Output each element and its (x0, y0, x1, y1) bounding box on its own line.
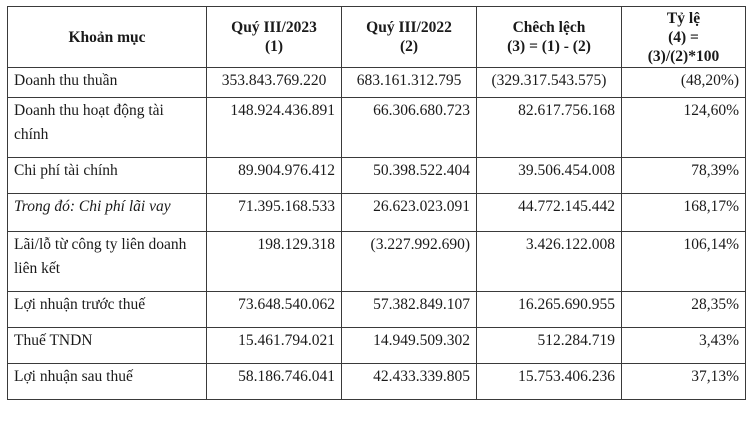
cell-q3-2023: 198.129.318 (207, 232, 342, 292)
table-row (8, 328, 746, 364)
cell-ratio: 28,35% (622, 292, 746, 328)
row-label: Thuế TNDN (8, 328, 207, 364)
header-khoan-muc: Khoản mục (8, 7, 207, 68)
cell-ratio: 168,17% (622, 194, 746, 232)
header-q3-2023: Quý III/2023 (1) (207, 7, 342, 68)
cell-difference: 16.265.690.955 (477, 292, 622, 328)
row-label: Chi phí tài chính (8, 158, 207, 194)
cell-q3-2023: 15.461.794.021 (207, 328, 342, 364)
table-row (8, 68, 746, 98)
financial-table-container (7, 6, 746, 400)
cell-ratio: 3,43% (622, 328, 746, 364)
financial-comparison-table (7, 6, 746, 400)
cell-q3-2022: 26.623.023.091 (342, 194, 477, 232)
row-label: Trong đó: Chi phí lãi vay (8, 194, 207, 232)
cell-q3-2022: 57.382.849.107 (342, 292, 477, 328)
cell-q3-2022: 50.398.522.404 (342, 158, 477, 194)
table-row (8, 158, 746, 194)
cell-difference: 82.617.756.168 (477, 98, 622, 158)
cell-q3-2023: 148.924.436.891 (207, 98, 342, 158)
cell-ratio: (48,20%) (622, 68, 746, 98)
cell-ratio: 124,60% (622, 98, 746, 158)
cell-q3-2022: (3.227.992.690) (342, 232, 477, 292)
row-label: Doanh thu thuần (8, 68, 207, 98)
row-label: Doanh thu hoạt động tài chính (8, 98, 207, 158)
row-label: Lãi/lỗ từ công ty liên doanh liên kết (8, 232, 207, 292)
cell-q3-2023: 71.395.168.533 (207, 194, 342, 232)
table-row (8, 292, 746, 328)
cell-difference: 44.772.145.442 (477, 194, 622, 232)
cell-difference: 512.284.719 (477, 328, 622, 364)
cell-q3-2023: 58.186.746.041 (207, 364, 342, 400)
cell-q3-2022: 683.161.312.795 (342, 68, 477, 98)
cell-q3-2022: 42.433.339.805 (342, 364, 477, 400)
cell-q3-2022: 14.949.509.302 (342, 328, 477, 364)
header-difference: Chêch lệch (3) = (1) - (2) (477, 7, 622, 68)
cell-ratio: 106,14% (622, 232, 746, 292)
table-row (8, 364, 746, 400)
table-header-row (8, 7, 746, 68)
cell-difference: 3.426.122.008 (477, 232, 622, 292)
cell-difference: 15.753.406.236 (477, 364, 622, 400)
cell-q3-2023: 353.843.769.220 (207, 68, 342, 98)
table-row (8, 232, 746, 292)
cell-difference: (329.317.543.575) (477, 68, 622, 98)
table-row (8, 194, 746, 232)
cell-ratio: 78,39% (622, 158, 746, 194)
header-q3-2022: Quý III/2022 (2) (342, 7, 477, 68)
table-row (8, 98, 746, 158)
cell-q3-2022: 66.306.680.723 (342, 98, 477, 158)
row-label: Lợi nhuận trước thuế (8, 292, 207, 328)
row-label: Lợi nhuận sau thuế (8, 364, 207, 400)
cell-q3-2023: 73.648.540.062 (207, 292, 342, 328)
cell-q3-2023: 89.904.976.412 (207, 158, 342, 194)
header-ratio: Tỷ lệ (4) = (3)/(2)*100 (622, 7, 746, 68)
cell-ratio: 37,13% (622, 364, 746, 400)
cell-difference: 39.506.454.008 (477, 158, 622, 194)
